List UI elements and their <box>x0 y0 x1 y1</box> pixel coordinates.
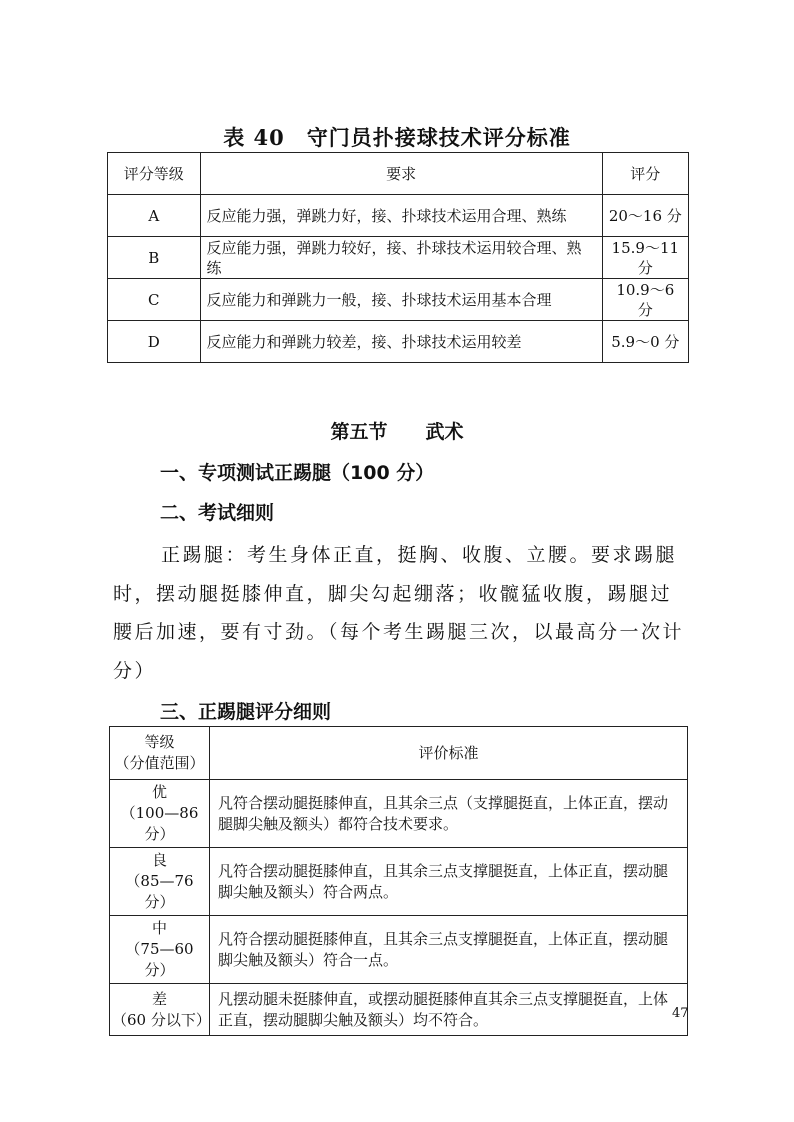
table-row <box>110 984 688 1036</box>
exam-rules-paragraph: 正踢腿：考生身体正直，挺胸、收腹、立腰。要求踢腿时，摆动腿挺膝伸直，脚尖勾起绷落；收髋猛收腹，踢腿过腰后加速，要有寸劲。（每个考生踢腿三次，以最高分一次计分） <box>113 544 685 682</box>
grade-cell: A <box>108 195 201 237</box>
section-title: 第五节 武术 <box>330 421 464 443</box>
table-40-title: 表 40 守门员扑接球技术评分标准 <box>223 125 571 150</box>
criteria-cell: 凡符合摆动腿挺膝伸直，且其余三点支撑腿挺直，上体正直，摆动腿脚尖触及额头）符合两点。 <box>210 848 688 916</box>
grade-range: （100—86 分） <box>120 804 199 843</box>
table-row <box>108 279 689 321</box>
score-cell: 15.9～11 分 <box>602 237 688 279</box>
requirement-cell: 反应能力和弹跳力一般，接、扑球技术运用基本合理 <box>200 279 602 321</box>
table-row <box>108 321 689 363</box>
grade-range: （60 分以下） <box>112 1010 211 1029</box>
grade-cell <box>110 916 210 984</box>
table-row <box>108 237 689 279</box>
header-requirement: 要求 <box>200 153 602 195</box>
grade-cell: C <box>108 279 201 321</box>
score-cell: 20～16 分 <box>602 195 688 237</box>
page-number: 47 <box>672 1006 689 1021</box>
table-header-row <box>110 727 688 780</box>
header-grade: 评分等级 <box>108 153 201 195</box>
criteria-cell: 凡符合摆动腿挺膝伸直，且其余三点支撑腿挺直，上体正直，摆动腿脚尖触及额头）符合一点。 <box>210 916 688 984</box>
grade-label: 差 <box>151 989 167 1008</box>
header-range-label: （分值范围） <box>114 754 205 772</box>
heading-exam-rules: 二、考试细则 <box>160 502 275 524</box>
header-grade-label: 等级 <box>144 733 175 751</box>
score-cell: 10.9～6 分 <box>602 279 688 321</box>
score-cell: 5.9～0 分 <box>602 321 688 363</box>
requirement-cell: 反应能力强，弹跳力好，接、扑球技术运用合理、熟练 <box>200 195 602 237</box>
grade-range: （85—76 分） <box>125 872 194 911</box>
criteria-cell: 凡符合摆动腿挺膝伸直，且其余三点（支撑腿挺直，上体正直，摆动腿脚尖触及额头）都符合技术要求。 <box>210 780 688 848</box>
grade-cell: D <box>108 321 201 363</box>
heading-special-test: 一、专项测试正踢腿（100 分） <box>160 462 435 484</box>
table-row <box>110 780 688 848</box>
criteria-cell: 凡摆动腿未挺膝伸直，或摆动腿挺膝伸直其余三点支撑腿挺直，上体正直，摆动腿脚尖触及额头）均不符合。 <box>210 984 688 1036</box>
heading-scoring-rules: 三、正踢腿评分细则 <box>160 701 332 723</box>
grade-cell <box>110 848 210 916</box>
grade-cell <box>110 780 210 848</box>
grade-label: 良 <box>151 851 167 869</box>
goalkeeper-scoring-table <box>107 152 689 363</box>
header-criteria: 评价标准 <box>210 727 688 780</box>
grade-label: 优 <box>151 783 167 801</box>
table-row <box>110 916 688 984</box>
table-row <box>110 848 688 916</box>
requirement-cell: 反应能力和弹跳力较差，接、扑球技术运用较差 <box>200 321 602 363</box>
grade-range: （75—60 分） <box>125 940 194 979</box>
grade-cell: B <box>108 237 201 279</box>
grade-cell <box>110 984 210 1036</box>
table-row <box>108 195 689 237</box>
requirement-cell: 反应能力强，弹跳力较好，接、扑球技术运用较合理、熟练 <box>200 237 602 279</box>
header-score: 评分 <box>602 153 688 195</box>
grade-label: 中 <box>151 919 167 937</box>
header-grade-range <box>110 727 210 780</box>
table-header-row <box>108 153 689 195</box>
front-kick-scoring-table <box>109 726 688 1036</box>
